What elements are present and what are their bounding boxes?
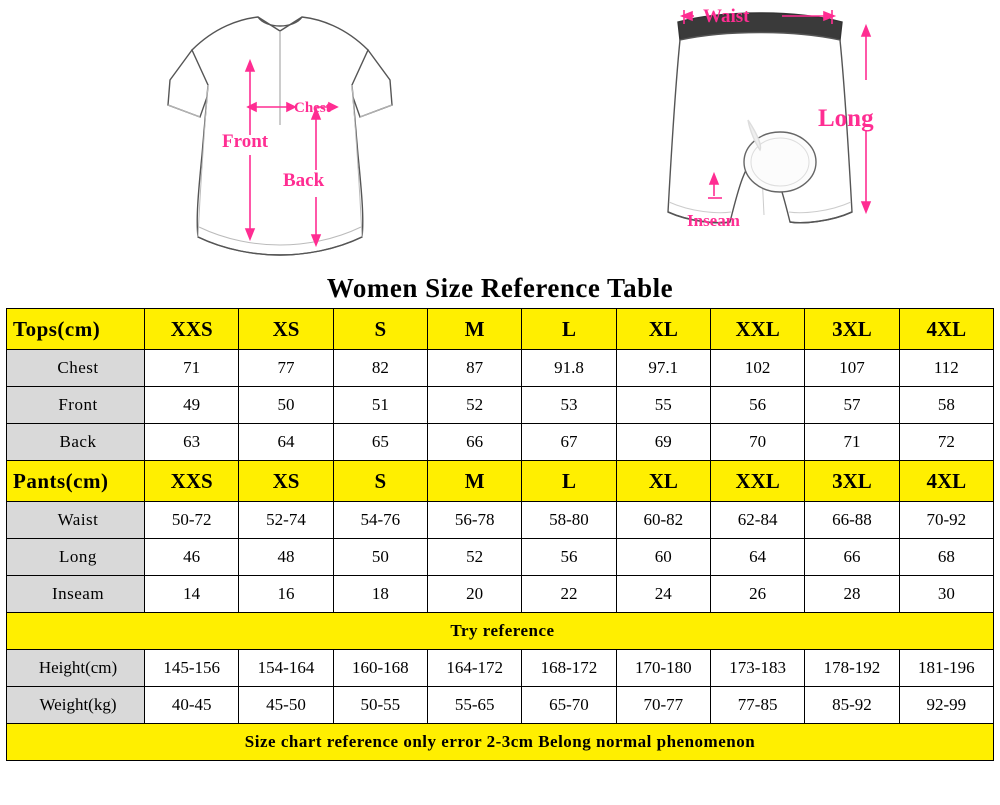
annotation-chest: Chest xyxy=(294,100,331,116)
cell: 14 xyxy=(145,576,239,613)
cell: 68 xyxy=(899,539,993,576)
cell: 53 xyxy=(522,387,616,424)
cell: 178-192 xyxy=(805,650,899,687)
size-col-l: L xyxy=(522,309,616,350)
cell: 63 xyxy=(145,424,239,461)
size-col-m: M xyxy=(427,309,521,350)
try-reference-label: Try reference xyxy=(7,613,994,650)
cell: 92-99 xyxy=(899,687,993,724)
annotation-long: Long xyxy=(818,105,874,132)
cell: 28 xyxy=(805,576,899,613)
pants-header-row xyxy=(7,461,994,502)
size-col-m: M xyxy=(427,461,521,502)
size-col-xxs: XXS xyxy=(145,461,239,502)
row-label-chest: Chest xyxy=(7,350,145,387)
cell: 40-45 xyxy=(145,687,239,724)
table-row xyxy=(7,387,994,424)
table-row xyxy=(7,350,994,387)
annotation-inseam: Inseam xyxy=(687,211,740,230)
cell: 77 xyxy=(239,350,333,387)
cell: 62-84 xyxy=(710,502,804,539)
cell: 50 xyxy=(333,539,427,576)
cell: 160-168 xyxy=(333,650,427,687)
table-row xyxy=(7,687,994,724)
size-col-xxl: XXL xyxy=(710,309,804,350)
size-col-3xl: 3XL xyxy=(805,309,899,350)
size-col-xl: XL xyxy=(616,461,710,502)
cycling-jersey-diagram xyxy=(130,5,430,270)
cell: 18 xyxy=(333,576,427,613)
pants-header-label: Pants(cm) xyxy=(7,461,145,502)
cell: 85-92 xyxy=(805,687,899,724)
cell: 56 xyxy=(710,387,804,424)
cell: 54-76 xyxy=(333,502,427,539)
cell: 45-50 xyxy=(239,687,333,724)
cell: 71 xyxy=(145,350,239,387)
size-col-s: S xyxy=(333,461,427,502)
footer-note: Size chart reference only error 2-3cm Belong normal phenomenon xyxy=(7,724,994,761)
cell: 49 xyxy=(145,387,239,424)
cell: 170-180 xyxy=(616,650,710,687)
cell: 65-70 xyxy=(522,687,616,724)
cell: 112 xyxy=(899,350,993,387)
row-label-inseam: Inseam xyxy=(7,576,145,613)
cell: 56 xyxy=(522,539,616,576)
try-reference-row xyxy=(7,613,994,650)
cell: 60 xyxy=(616,539,710,576)
cell: 72 xyxy=(899,424,993,461)
cell: 24 xyxy=(616,576,710,613)
size-col-xs: XS xyxy=(239,461,333,502)
annotation-waist: Waist xyxy=(703,6,750,27)
cell: 71 xyxy=(805,424,899,461)
cell: 164-172 xyxy=(427,650,521,687)
size-col-4xl: 4XL xyxy=(899,461,993,502)
cell: 69 xyxy=(616,424,710,461)
cell: 154-164 xyxy=(239,650,333,687)
cell: 57 xyxy=(805,387,899,424)
cell: 58 xyxy=(899,387,993,424)
cell: 77-85 xyxy=(710,687,804,724)
cell: 16 xyxy=(239,576,333,613)
cell: 145-156 xyxy=(145,650,239,687)
cell: 50-72 xyxy=(145,502,239,539)
size-col-xxs: XXS xyxy=(145,309,239,350)
page-title: Women Size Reference Table xyxy=(326,273,674,303)
row-label-front: Front xyxy=(7,387,145,424)
cell: 48 xyxy=(239,539,333,576)
size-col-xxl: XXL xyxy=(710,461,804,502)
size-col-xl: XL xyxy=(616,309,710,350)
table-row xyxy=(7,502,994,539)
cell: 82 xyxy=(333,350,427,387)
cell: 20 xyxy=(427,576,521,613)
size-reference-table xyxy=(6,308,994,761)
cell: 64 xyxy=(710,539,804,576)
cell: 55-65 xyxy=(427,687,521,724)
cell: 97.1 xyxy=(616,350,710,387)
annotation-back: Back xyxy=(283,170,325,191)
tops-header-row xyxy=(7,309,994,350)
size-col-4xl: 4XL xyxy=(899,309,993,350)
cell: 87 xyxy=(427,350,521,387)
cell: 52-74 xyxy=(239,502,333,539)
size-col-s: S xyxy=(333,309,427,350)
table-row xyxy=(7,424,994,461)
tops-header-label: Tops(cm) xyxy=(7,309,145,350)
illustrations-area xyxy=(0,0,1000,275)
cell: 168-172 xyxy=(522,650,616,687)
row-label-weight: Weight(kg) xyxy=(7,687,145,724)
cell: 66 xyxy=(427,424,521,461)
row-label-waist: Waist xyxy=(7,502,145,539)
cell: 30 xyxy=(899,576,993,613)
cell: 26 xyxy=(710,576,804,613)
cycling-shorts-diagram xyxy=(630,0,910,270)
cell: 51 xyxy=(333,387,427,424)
cell: 66-88 xyxy=(805,502,899,539)
size-col-xs: XS xyxy=(239,309,333,350)
cell: 181-196 xyxy=(899,650,993,687)
table-row xyxy=(7,539,994,576)
table-row xyxy=(7,650,994,687)
cell: 65 xyxy=(333,424,427,461)
cell: 50 xyxy=(239,387,333,424)
cell: 60-82 xyxy=(616,502,710,539)
cell: 52 xyxy=(427,387,521,424)
row-label-long: Long xyxy=(7,539,145,576)
row-label-height: Height(cm) xyxy=(7,650,145,687)
cell: 22 xyxy=(522,576,616,613)
cell: 46 xyxy=(145,539,239,576)
table-row xyxy=(7,576,994,613)
cell: 67 xyxy=(522,424,616,461)
row-label-back: Back xyxy=(7,424,145,461)
cell: 55 xyxy=(616,387,710,424)
size-col-l: L xyxy=(522,461,616,502)
cell: 64 xyxy=(239,424,333,461)
cell: 91.8 xyxy=(522,350,616,387)
size-col-3xl: 3XL xyxy=(805,461,899,502)
cell: 52 xyxy=(427,539,521,576)
cell: 58-80 xyxy=(522,502,616,539)
cell: 56-78 xyxy=(427,502,521,539)
cell: 102 xyxy=(710,350,804,387)
cell: 107 xyxy=(805,350,899,387)
annotation-front: Front xyxy=(222,131,269,152)
cell: 70 xyxy=(710,424,804,461)
cell: 66 xyxy=(805,539,899,576)
cell: 173-183 xyxy=(710,650,804,687)
footer-note-row xyxy=(7,724,994,761)
cell: 70-92 xyxy=(899,502,993,539)
cell: 50-55 xyxy=(333,687,427,724)
cell: 70-77 xyxy=(616,687,710,724)
